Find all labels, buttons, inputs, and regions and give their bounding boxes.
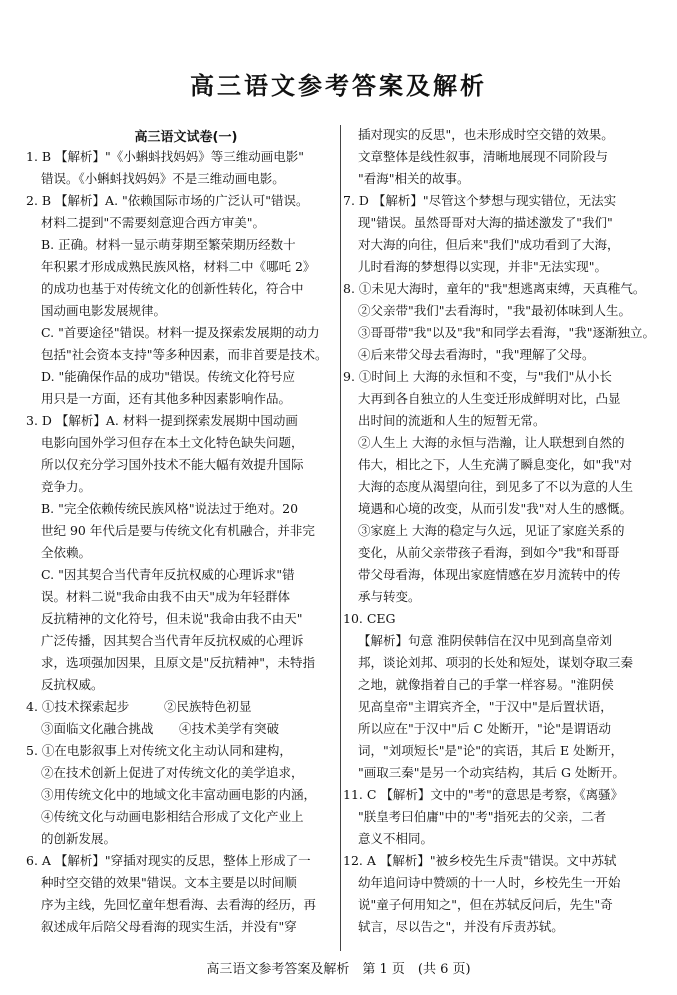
answer-line: 5. ①在电影叙事上对传统文化主动认同和建构，: [26, 743, 292, 758]
answer-line: ②人生上 大海的永恒与浩瀚，让人联想到自然的: [358, 435, 625, 450]
answer-line: 年积累才形成成熟民族风格，材料二中《哪吒 2》: [41, 259, 316, 274]
answer-line: 的创新发展。: [41, 831, 117, 846]
answer-line: 误。材料二说"我命由我不由天"成为年轻群体: [41, 589, 290, 604]
answer-item: [343, 190, 656, 278]
answer-line: 【解析】句意 淮阴侯韩信在汉中见到高皇帝刘: [358, 633, 612, 648]
answer-line: 反抗精神的文化符号，但未说"我命由我不由天": [41, 611, 303, 626]
answer-line: 9. ①时间上 大海的永恒和不变，与"我们"从小长: [343, 369, 612, 384]
answer-line: 插对现实的反思"，也未形成时空交错的效果。: [358, 127, 614, 142]
answer-line: C. "首要途径"错误。材料一提及探索发展期的动力: [41, 325, 320, 340]
answer-item: [343, 366, 656, 608]
answer-line: 错误。《小蝌蚪找妈妈》不是三维动画电影。: [41, 171, 285, 186]
answer-line: 6. A 【解析】"穿插对现实的反思，整体上形成了一: [26, 853, 311, 868]
answer-line: ④后来带父母去看海时，"我"理解了父母。: [358, 347, 595, 362]
answer-line: "画取三秦"是另一个动宾结构，其后 G 处断开。: [358, 765, 625, 780]
answer-line: 广泛传播，因其契合当代青年反抗权威的心理诉: [41, 633, 304, 648]
answer-item: [26, 850, 339, 938]
answer-line: 世纪 90 年代后是要与传统文化有机融合，并非完: [41, 523, 315, 538]
answer-line: 伟大，相比之下，人生充满了瞬息变化，如"我"对: [358, 457, 632, 472]
answer-line: 10. CEG: [343, 611, 396, 626]
answer-line: 承与转变。: [358, 589, 421, 604]
answer-line: 大再到各自独立的人生变迁形成鲜明对比，凸显: [358, 391, 621, 406]
section-title: 高三语文试卷(一): [134, 130, 238, 145]
answer-line: [26, 696, 339, 718]
answer-line: 序为主线，先回忆童年想看海、去看海的经历，再: [41, 897, 317, 912]
answer-line: 邦，谈论刘邦、项羽的长处和短处，谋划夺取三秦: [358, 655, 634, 670]
answer-line: 竞争力。: [41, 479, 92, 494]
answer-line: 带父母看海，体现出家庭情感在岁月流转中的传: [358, 567, 621, 582]
answer-line: 用只是一方面，还有其他多种因素影响作品。: [41, 391, 292, 406]
answer-item: [26, 190, 339, 410]
answer-line: 变化，从前父亲带孩子看海，到如今"我"和哥哥: [358, 545, 620, 560]
answer-item: [343, 608, 656, 784]
column-divider: [340, 125, 341, 951]
answer-line: 所以仅充分学习国外技术不能大幅有效提升国际: [41, 457, 304, 472]
page-title: 高三语文参考答案及解析: [190, 72, 487, 100]
answer-line: ②在技术创新上促进了对传统文化的美学追求，: [41, 765, 304, 780]
answer-line: 见高皇帝"主谓宾齐全，"于汉中"是后置状语，: [358, 699, 613, 714]
answer-item: [26, 740, 339, 850]
answer-line: 全依赖。: [41, 545, 92, 560]
answer-item: [26, 146, 339, 190]
answer-line: ④传统文化与动画电影相结合形成了文化产业上: [41, 809, 304, 824]
answer-item: [26, 410, 339, 696]
answer-line: 对大海的向往，但后来"我们"成功看到了大海，: [358, 237, 620, 252]
option-text: 4. ①技术探索起步: [26, 699, 130, 714]
answer-line: 国动画电影发展规律。: [41, 303, 167, 318]
option-text: ③面临文化融合挑战: [41, 721, 154, 736]
answer-line: 2. B 【解析】A. "依赖国际市场的广泛认可"错误。: [26, 193, 309, 208]
option-text: ②民族特色初显: [164, 699, 252, 714]
answer-item: [26, 696, 339, 740]
answer-line: 轼言，尽以告之"，并没有斥责苏轼。: [358, 919, 564, 934]
answer-item: [343, 124, 656, 190]
answer-line: "看海"相关的故事。: [358, 171, 470, 186]
answer-item: [343, 850, 656, 938]
answer-line: B. "完全依赖传统民族风格"说法过于绝对。20: [41, 501, 299, 516]
answer-line: C. "因其契合当代青年反抗权威的心理诉求"错: [41, 567, 295, 582]
answer-item: [343, 784, 656, 850]
answer-line: B. 正确。材料一显示萌芽期至繁荣期历经数十: [41, 237, 296, 252]
answer-line: ③用传统文化中的地域文化丰富动画电影的内涵，: [41, 787, 317, 802]
answer-line: 意义不相同。: [358, 831, 434, 846]
answer-line: 之地，就像指着自己的手掌一样容易。"淮阴侯: [358, 677, 614, 692]
answer-line: 电影向国外学习但存在本土文化特色缺失问题，: [41, 435, 304, 450]
answer-line: ③家庭上 大海的稳定与久远，见证了家庭关系的: [358, 523, 625, 538]
answer-line: 大海的态度从渴望向往，到见多了不以为意的人生: [358, 479, 634, 494]
answer-line: 种时空交错的效果"错误。文本主要是以时间顺: [41, 875, 297, 890]
answer-line: 说"童子何用知之"，但在苏轼反问后，先生"奇: [358, 897, 613, 912]
answer-line: 儿时看海的梦想得以实现，并非"无法实现"。: [358, 259, 607, 274]
answer-line: 7. D 【解析】"尽管这个梦想与现实错位，无法实: [343, 193, 617, 208]
answer-line: 词，"刘项短长"是"论"的宾语，其后 E 处断开，: [358, 743, 624, 758]
answer-line: 现"错误。虽然哥哥对大海的描述激发了"我们": [358, 215, 613, 230]
answer-line: 所以应在"于汉中"后 C 处断开，"论"是谓语动: [358, 721, 612, 736]
answer-line: 的成功也基于对传统文化的创新性转化，符合中: [41, 281, 304, 296]
page-footer: 高三语文参考答案及解析 第 1 页 (共 6 页): [206, 962, 471, 977]
answer-item: [343, 278, 656, 366]
answer-line: 3. D 【解析】A. 材料一提到探索发展期中国动画: [26, 413, 298, 428]
answer-line: 出时间的流逝和人生的短暂无常。: [358, 413, 546, 428]
answer-line: 幼年追问诗中赞颂的十一人时，乡校先生一开始: [358, 875, 621, 890]
answer-line: 叙述成年后陪父母看海的现实生活，并没有"穿: [41, 919, 297, 934]
answer-line: ③哥哥带"我"以及"我"和同学去看海，"我"逐渐独立。: [358, 325, 655, 340]
answer-line: 反抗权威。: [41, 677, 104, 692]
answer-line: 11. C 【解析】文中的"考"的意思是考察，《离骚》: [343, 787, 624, 802]
answer-line: 1. B 【解析】"《小蝌蚪找妈妈》等三维动画电影": [26, 149, 305, 164]
answer-line: D. "能确保作品的成功"错误。传统文化符号应: [41, 369, 296, 384]
answer-line: 文章整体是线性叙事，清晰地展现不同阶段与: [358, 149, 609, 164]
answer-line: 包括"社会资本支持"等多种因素，而非首要是技术。: [41, 347, 328, 362]
answer-line: 境遇和心境的改变，从而引发"我"对人生的感慨。: [358, 501, 632, 516]
answer-line: 求，选项强加因果，且原文是"反抗精神"，未特指: [41, 655, 315, 670]
answer-line: [26, 718, 339, 740]
answer-line: 12. A 【解析】"被乡校先生斥责"错误。文中苏轼: [343, 853, 617, 868]
option-text: ④技术美学有突破: [179, 721, 280, 736]
answer-line: "朕皇考曰伯庸"中的"考"指死去的父亲，二者: [358, 809, 606, 824]
answer-line: ②父亲带"我们"去看海时，"我"最初体味到人生。: [358, 303, 631, 318]
answer-line: 8. ①未见大海时，童年的"我"想逃离束缚，天真稚气。: [343, 281, 646, 296]
answer-line: 材料二提到"不需要刻意迎合西方审美"。: [41, 215, 265, 230]
